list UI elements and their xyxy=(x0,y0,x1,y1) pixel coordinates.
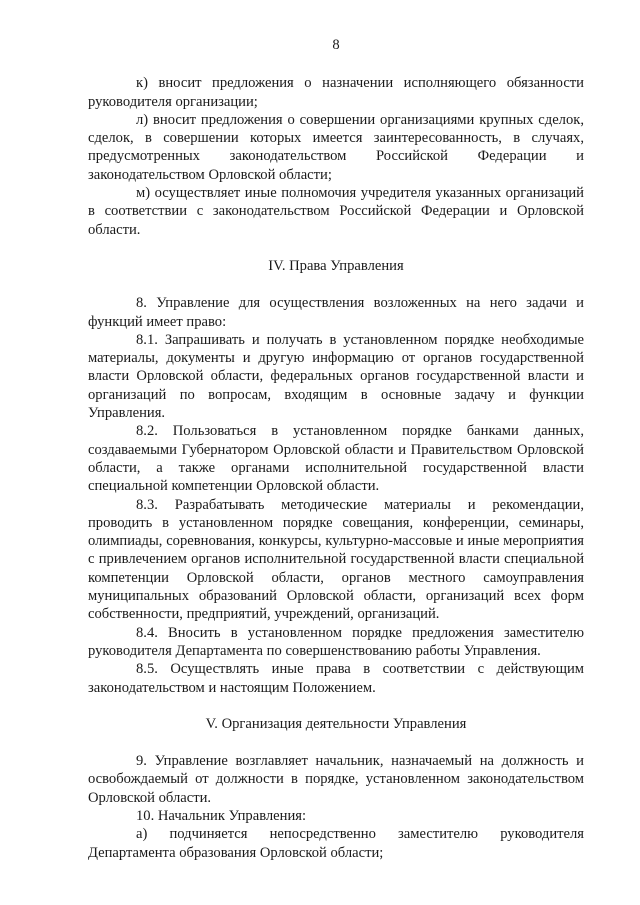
section-heading-rights: IV. Права Управления xyxy=(268,257,404,274)
paragraph-8-5: 8.5. Осуществлять иные права в соответствии с действующим законодательством и настоящим Положением. xyxy=(88,661,584,696)
paragraph-8-3: 8.3. Разрабатывать методические материалы и рекомендации, проводить в установленном порядке совещания, конференции, семинары, олимпиады, соревнования, конкурсы, культурно-массовые и иные мероприятия с привлечением органов исполнительной государственной власти специальной компетенции Орловской области, органов местного самоуправления муниципальных образований Орловской области, организаций всех форм собственности, предприятий, учреждений, организаций. xyxy=(88,496,584,623)
paragraph-8-4: 8.4. Вносить в установленном порядке предложения заместителю руководителя Департамента по совершенствованию работы Управления. xyxy=(88,624,584,659)
paragraph-10-a: а) подчиняется непосредственно заместителю руководителя Департамента образования Орловской области; xyxy=(88,826,584,861)
paragraph-10: 10. Начальник Управления: xyxy=(136,807,307,824)
page-number: 8 xyxy=(332,37,340,53)
paragraph-8: 8. Управление для осуществления возложенных на него задачи и функций имеет право: xyxy=(88,295,584,330)
item-k: к) вносит предложения о назначении исполняющего обязанности руководителя организации; xyxy=(88,75,584,110)
paragraph-8-2: 8.2. Пользоваться в установленном порядке банками данных, создаваемыми Губернатором Орловской области и Правительством Орловской области, а также органами исполнительной государственной власти специальной компетенции Орловской области. xyxy=(88,423,584,495)
paragraph-9: 9. Управление возглавляет начальник, назначаемый на должность и освобождаемый от должности в порядке, установленном законодательством Орловской области. xyxy=(88,753,584,806)
section-heading-organization: V. Организация деятельности Управления xyxy=(205,715,467,732)
document-page xyxy=(88,36,584,862)
item-l: л) вносит предложения о совершении организациями крупных сделок, сделок, в совершении которых имеется заинтересованность, в случаях, предусмотренных законодательством Российской Федерации и законодательством Орловской области; xyxy=(88,111,584,183)
item-m: м) осуществляет иные полномочия учредителя указанных организаций в соответствии с законодательством Российской Федерации и Орловской области. xyxy=(88,185,584,238)
paragraph-8-1: 8.1. Запрашивать и получать в установленном порядке необходимые материалы, документы и другую информацию от органов государственной власти Орловской области, федеральных органов государственной власти и организаций по вопросам, входящим в основные задачу и функции Управления. xyxy=(88,331,584,422)
